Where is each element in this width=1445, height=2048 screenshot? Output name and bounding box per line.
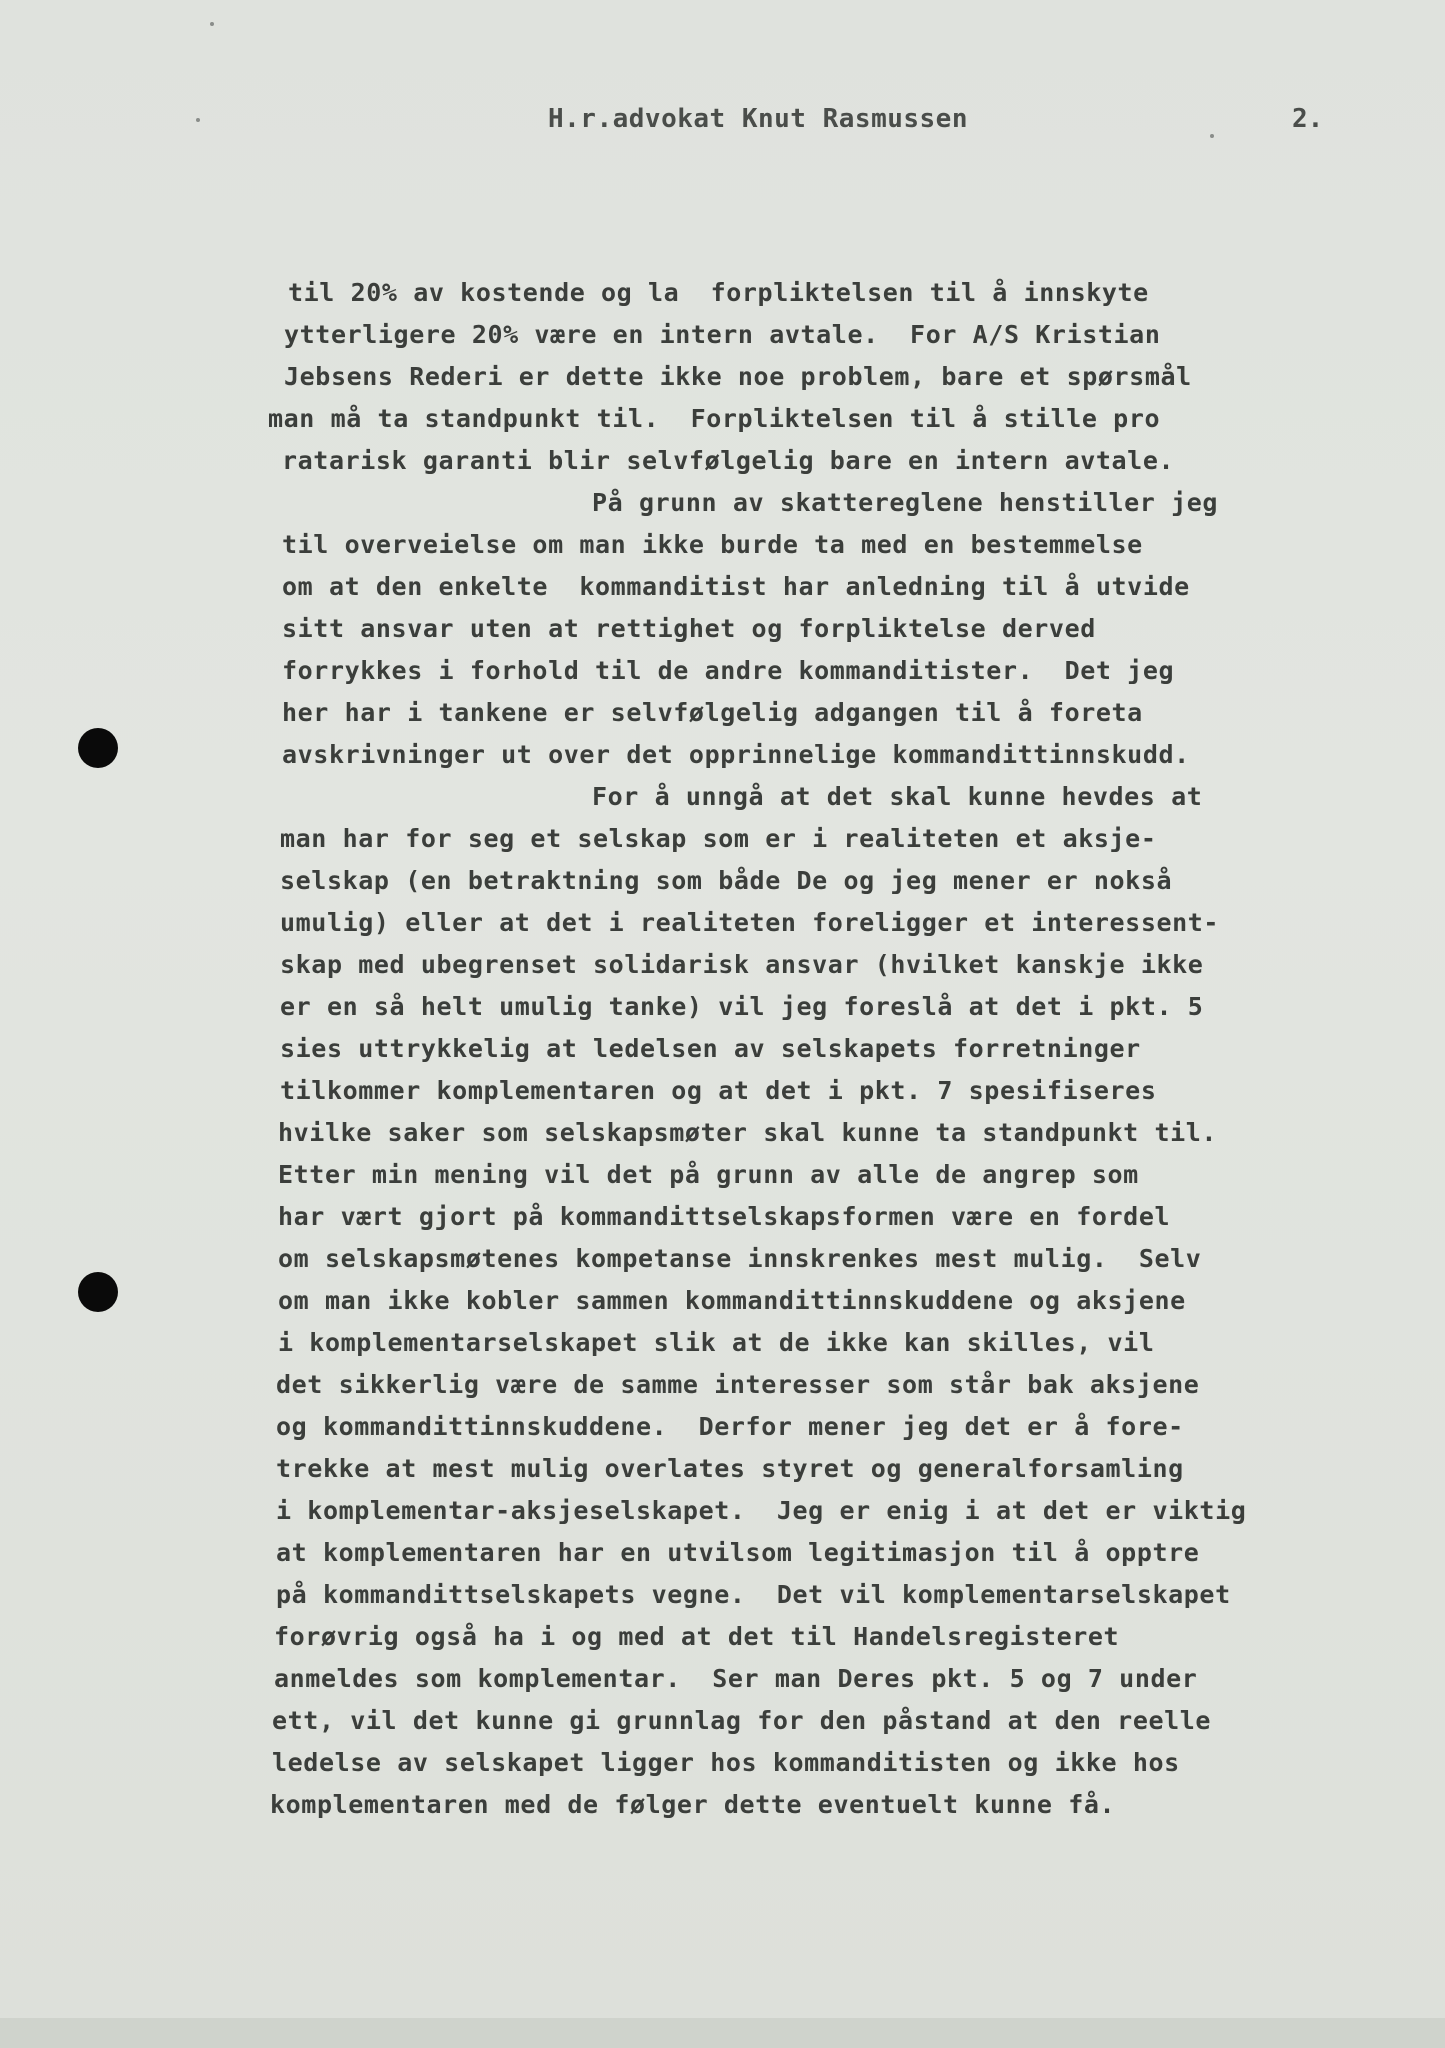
- text-line: er en så helt umulig tanke) vil jeg foreslå at det i pkt. 5: [280, 992, 1204, 1021]
- text-line: trekke at mest mulig overlates styret og generalforsamling: [276, 1454, 1184, 1483]
- text-line: sitt ansvar uten at rettighet og forpliktelse derved: [282, 614, 1096, 643]
- text-line: tilkommer komplementaren og at det i pkt. 7 spesifiseres: [280, 1076, 1157, 1105]
- text-line: til 20% av kostende og la forpliktelsen til å innskyte: [288, 278, 1149, 307]
- text-line: ledelse av selskapet ligger hos kommanditisten og ikke hos: [272, 1748, 1180, 1777]
- text-line: Etter min mening vil det på grunn av alle de angrep som: [278, 1160, 1139, 1189]
- text-line: man har for seg et selskap som er i realiteten et aksje-: [280, 824, 1157, 853]
- text-line: hvilke saker som selskapsmøter skal kunne ta standpunkt til.: [278, 1118, 1218, 1147]
- page-bottom-edge: [0, 2018, 1445, 2048]
- letterhead: [0, 104, 1445, 144]
- text-line: på kommandittselskapets vegne. Det vil komplementarselskapet: [276, 1580, 1231, 1609]
- paper-speck: [210, 22, 214, 26]
- text-line: Jebsens Rederi er dette ikke noe problem, bare et spørsmål: [284, 362, 1192, 391]
- text-line: her har i tankene er selvfølgelig adgangen til å foreta: [282, 698, 1143, 727]
- text-line: sies uttrykkelig at ledelsen av selskapets forretninger: [280, 1034, 1141, 1063]
- text-line: forøvrig også ha i og med at det til Handelsregisteret: [274, 1622, 1120, 1651]
- sender-name: H.r.advokat Knut Rasmussen: [548, 104, 968, 134]
- paper-speck: [1210, 134, 1214, 138]
- text-line: selskap (en betraktning som både De og jeg mener er nokså: [280, 866, 1173, 895]
- text-line: komplementaren med de følger dette eventuelt kunne få.: [270, 1790, 1116, 1819]
- punch-hole-top: [78, 728, 118, 768]
- text-line: umulig) eller at det i realiteten foreligger et interessent-: [280, 908, 1220, 937]
- text-line: at komplementaren har en utvilsom legitimasjon til å opptre: [276, 1538, 1200, 1567]
- text-line: anmeldes som komplementar. Ser man Deres pkt. 5 og 7 under: [274, 1664, 1198, 1693]
- text-line: ytterligere 20% være en intern avtale. For A/S Kristian: [284, 320, 1161, 349]
- text-line: For å unngå at det skal kunne hevdes at: [592, 782, 1203, 811]
- text-line: På grunn av skattereglene henstiller jeg: [592, 488, 1219, 517]
- text-line: ett, vil det kunne gi grunnlag for den påstand at den reelle: [272, 1706, 1212, 1735]
- text-line: om man ikke kobler sammen kommandittinnskuddene og aksjene: [278, 1286, 1186, 1315]
- page-number: 2.: [1292, 104, 1324, 134]
- text-line: til overveielse om man ikke burde ta med en bestemmelse: [282, 530, 1143, 559]
- paper-speck: [196, 118, 200, 122]
- text-line: avskrivninger ut over det opprinnelige kommandittinnskudd.: [282, 740, 1190, 769]
- text-line: man må ta standpunkt til. Forpliktelsen til å stille pro: [268, 404, 1161, 433]
- text-line: i komplementar-aksjeselskapet. Jeg er enig i at det er viktig: [276, 1496, 1247, 1525]
- text-line: og kommandittinnskuddene. Derfor mener jeg det er å fore-: [276, 1412, 1184, 1441]
- punch-hole-bottom: [78, 1272, 118, 1312]
- text-line: det sikkerlig være de samme interesser som står bak aksjene: [276, 1370, 1200, 1399]
- text-line: om selskapsmøtenes kompetanse innskrenkes mest mulig. Selv: [278, 1244, 1202, 1273]
- text-line: har vært gjort på kommandittselskapsformen være en fordel: [278, 1202, 1171, 1231]
- text-line: i komplementarselskapet slik at de ikke kan skilles, vil: [278, 1328, 1155, 1357]
- text-line: forrykkes i forhold til de andre kommanditister. Det jeg: [282, 656, 1175, 685]
- text-line: ratarisk garanti blir selvfølgelig bare en intern avtale.: [282, 446, 1175, 475]
- text-line: om at den enkelte kommanditist har anledning til å utvide: [282, 572, 1190, 601]
- text-line: skap med ubegrenset solidarisk ansvar (hvilket kanskje ikke: [280, 950, 1204, 979]
